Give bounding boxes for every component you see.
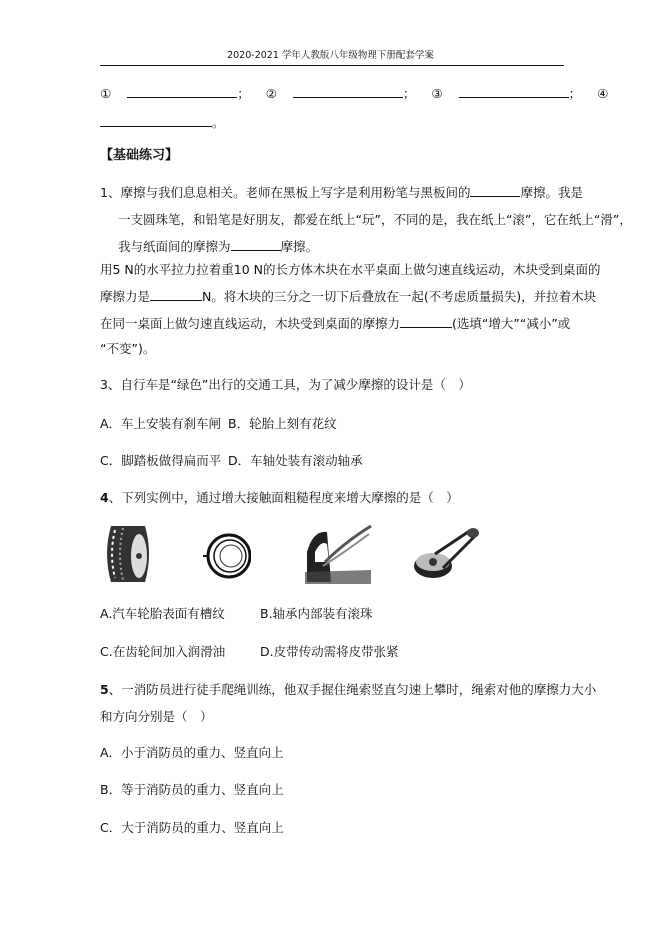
q1-blank-1[interactable] — [470, 184, 520, 197]
q3-option-a: A．车上安装有刹车闸 — [100, 416, 222, 431]
q2-line1: 用5 N的水平拉力拉着重10 N的长方体木块在水平桌面上做匀速直线运动，木块受到桌面的 — [100, 262, 601, 277]
tire-image — [103, 522, 153, 586]
gear-image — [305, 522, 373, 586]
marker-3: ③ — [431, 86, 443, 101]
q2-blank-2[interactable] — [400, 315, 452, 328]
text: 摩擦。 — [280, 239, 319, 254]
q3-option-c: C．脚踏板做得扁而平 — [100, 453, 222, 468]
marker-2: ② — [265, 86, 277, 101]
blank-1[interactable] — [127, 85, 237, 98]
section-title: 【基础练习】 — [100, 148, 179, 163]
q4-option-a: A.汽车轮胎表面有槽纹 — [100, 606, 225, 621]
fill-blanks-line-2 — [100, 114, 225, 131]
q5-option-b: B．等于消防员的重力、竖直向上 — [100, 782, 284, 797]
bearing-image — [203, 522, 251, 586]
belt-drive-image — [413, 522, 483, 586]
text: 我与纸面间的摩擦为 — [118, 239, 231, 254]
q4-stem — [100, 490, 459, 506]
sep: ； — [568, 86, 582, 101]
q2-line3 — [100, 315, 570, 332]
blank-4[interactable] — [100, 114, 212, 127]
blank-3[interactable] — [459, 85, 569, 98]
header-rule — [100, 65, 564, 66]
q3-option-d: D．车轴处装有滚动轴承 — [228, 453, 363, 468]
num: 4 — [100, 490, 109, 505]
text: 在同一桌面上做匀速直线运动，木块受到桌面的摩擦力 — [100, 316, 401, 331]
sep: ； — [402, 86, 416, 101]
text: 、下列实例中，通过增大接触面粗糙程度来增大摩擦的是（ ） — [108, 490, 459, 505]
sep: ； — [237, 86, 250, 101]
q1-line1 — [100, 184, 583, 201]
q3-option-b: B．轮胎上刻有花纹 — [228, 416, 337, 431]
num: 5 — [100, 682, 109, 697]
q4-option-d: D.皮带传动需将皮带张紧 — [260, 644, 399, 659]
q4-option-b: B.轴承内部装有滚珠 — [260, 606, 373, 621]
text: 摩擦力是 — [100, 289, 151, 304]
q1-line2: 一支圆珠笔，和铅笔是好朋友，都爱在纸上“玩”，不同的是，我在纸上“滚”，它在纸上“滑”， — [118, 212, 632, 227]
blank-2[interactable] — [293, 85, 403, 98]
q5-stem-line2: 和方向分别是（ ） — [100, 709, 213, 724]
marker-4: ④ — [597, 86, 609, 101]
q5-stem-line1 — [100, 682, 596, 698]
q2-blank-1[interactable] — [150, 288, 202, 301]
q1-line3 — [118, 238, 318, 255]
text: 摩擦。我是 — [520, 185, 583, 200]
q4-option-c: C.在齿轮间加入润滑油 — [100, 644, 226, 659]
page-header: 2020-2021 学年人教版八年级物理下册配套学案 — [227, 50, 434, 61]
q1-blank-2[interactable] — [231, 238, 281, 251]
q2-line2 — [100, 288, 596, 305]
q5-option-c: C．大于消防员的重力、竖直向上 — [100, 820, 284, 835]
period: 。 — [212, 115, 225, 130]
fill-blanks-line — [100, 85, 608, 102]
q3-stem: 3、自行车是“绿色”出行的交通工具，为了减少摩擦的设计是（ ） — [100, 377, 471, 392]
text: (选填“增大”“减小”或 — [452, 316, 571, 331]
q2-line4: “不变”)。 — [100, 341, 156, 356]
marker-1: ① — [100, 86, 112, 101]
text: N。将木块的三分之一切下后叠放在一起(不考虑质量损失)，并拉着木块 — [202, 289, 597, 304]
text: 1、摩擦与我们息息相关。老师在黑板上写字是利用粉笔与黑板间的 — [100, 185, 471, 200]
text: 、一消防员进行徒手爬绳训练，他双手握住绳索竖直匀速上攀时，绳索对他的摩擦力大小 — [108, 682, 597, 697]
q5-option-a: A．小于消防员的重力、竖直向上 — [100, 745, 284, 760]
